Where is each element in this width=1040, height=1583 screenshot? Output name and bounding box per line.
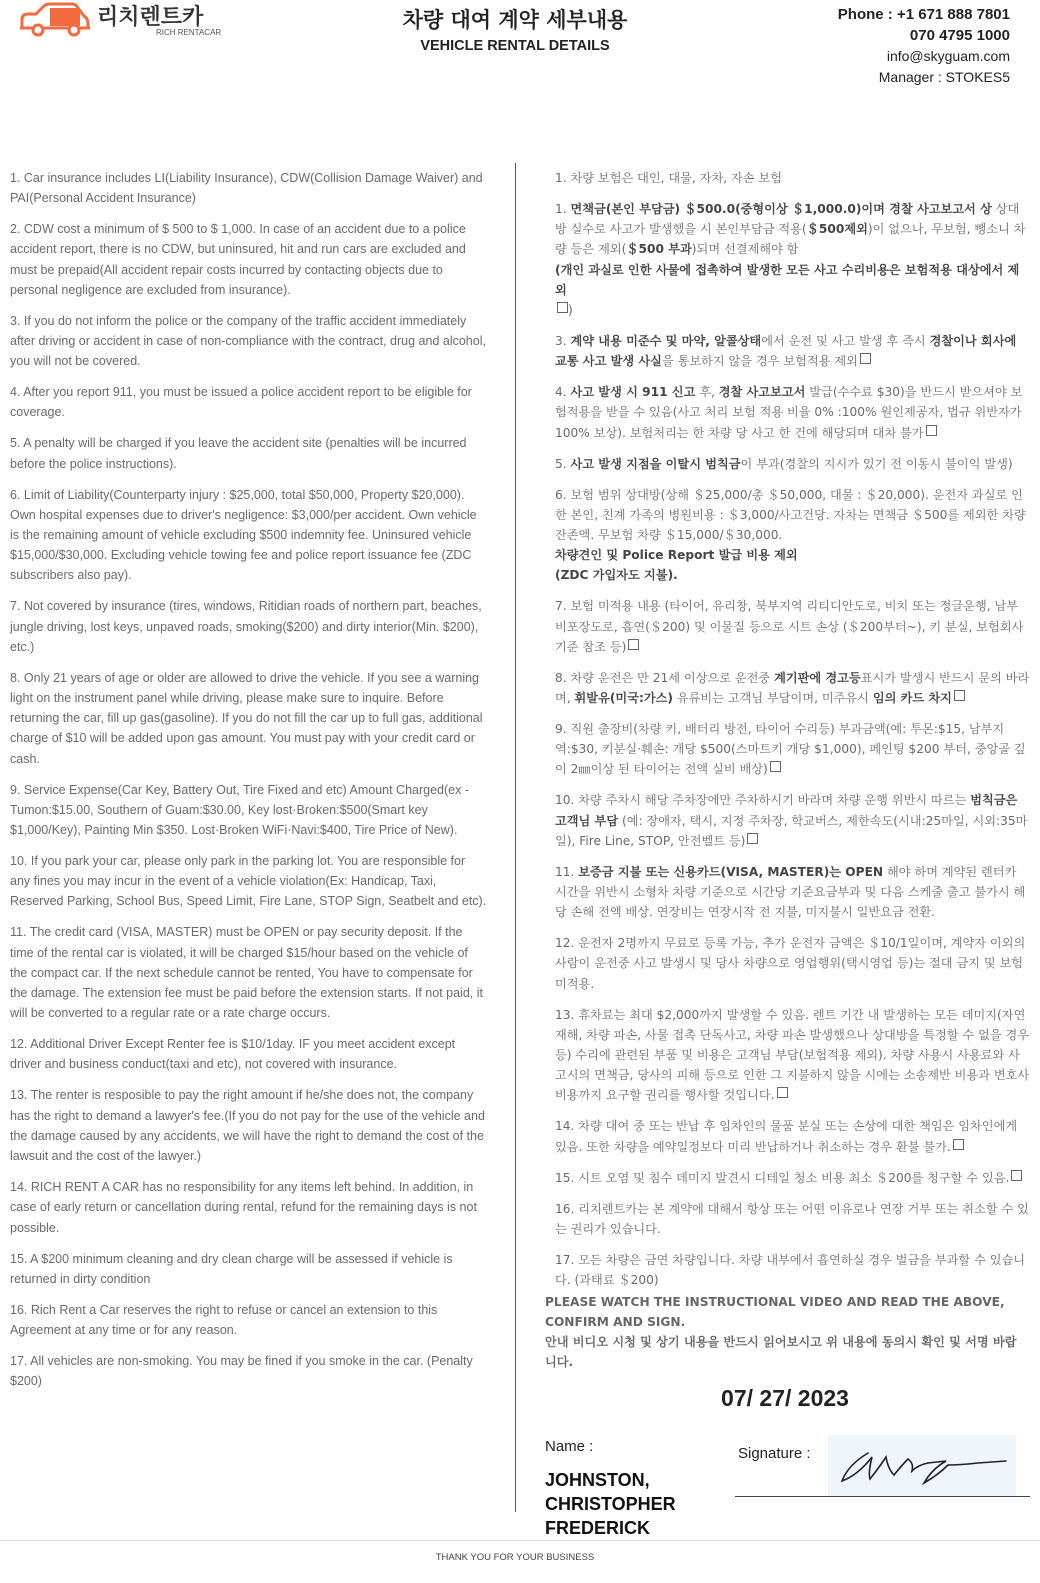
- term-ko-17: 17. 모든 차량은 금연 차량입니다. 차량 내부에서 흡연하실 경우 벌금을 부과할 수 있습니다. (과태료 ＄200): [555, 1252, 1026, 1288]
- name-label: Name :: [545, 1438, 594, 1455]
- renter-name: JOHNSTON, CHRISTOPHER FREDERICK: [545, 1470, 676, 1538]
- term-en-2: 2. CDW cost a minimum of $ 500 to $ 1,000. In case of an accident due to a police accident report, there is no CDW, but uninsured, hit and run cars are excluded and must be prepaid(All accident repair costs incurred by contacting objects due to personal negligence are excluded from insurance).: [10, 222, 466, 297]
- term-en-17: 17. All vehicles are non-smoking. You may be fined if you smoke in the car. (Penalty $200): [10, 1353, 473, 1389]
- term-en-7: 7. Not covered by insurance (tires, windows, Ritidian roads of northern part, beaches, jungle driving, lost keys, unpaved roads, smoking($200) and dirty interior(Min. $200), etc.): [10, 599, 482, 654]
- signing-date: 07/ 27/ 2023: [721, 1385, 849, 1411]
- phone-secondary: 070 4795 1000: [909, 27, 1010, 44]
- column-divider: [515, 163, 516, 1512]
- terms-korean: [555, 168, 1031, 1301]
- term-en-1: 1. Car insurance includes LI(Liability Insurance), CDW(Collision Damage Waiver) and PAI(Personal Accident Insurance): [10, 171, 483, 206]
- footer-divider: [0, 1540, 1040, 1541]
- agree-checkbox-4[interactable]: [926, 425, 937, 436]
- agree-checkbox-9[interactable]: [770, 761, 781, 772]
- term-en-13: 13. The renter is resposible to pay the right amount if he/she does not, the company has the right to demand a lawyer's fee.(If you do not pay for the use of the vehicle and the damage caused by any accidents, we will have the right to demand the cost of the lawsuit and the cost of the lawyer.): [10, 1088, 485, 1164]
- term-ko-2: 1. 면책금(본인 부담금) ＄500.0(중형이상 ＄1,000.0)이며 경찰 사고보고서 상 상대방 실수로 사고가 발생했을 시 본인부담금 적용(＄500제외)이 없으나, 무보험, 뺑소니 차량 등은 제외(＄500 부과)되며 선결제해야 함 (개인 과실로 인한 사물에 접촉하여 발생한 모든 사고 수리비용은 보험적용 대상에서 제외 ): [555, 202, 1026, 318]
- term-en-15: 15. A $200 minimum cleaning and dry clean charge will be assessed if vehicle is returned in dirty condition: [10, 1251, 453, 1286]
- term-ko-4: 4. 사고 발생 시 911 신고 후, 경찰 사고보고서 발급(수수료 $30)을 반드시 받으셔야 보험적용을 받을 수 있음(사고 처리 보험 적용 비율 0% :100% 원인제공자, 법규 위반자가 100% 보상). 보험처리는 한 차량 당 사고 한 건에 해당되며 대차 불가: [555, 385, 1023, 440]
- confirmation-notice: [545, 1292, 1025, 1372]
- terms-english: [10, 168, 488, 1402]
- term-en-12: 12. Additional Driver Except Renter fee is $10/1day. IF you meet accident except driver and business conduct(taxi and etc), not covered with insurance.: [10, 1037, 456, 1072]
- term-ko-9: 9. 직원 출장비(차량 키, 배터리 방전, 타이어 수리등) 부과금액(예: 투몬:$15, 남부지역:$30, 키분실·훼손: 개당 $500(스마트키 개당 $1,000), 페인팅 $200 부터, 중앙골 깊이 2㎜이상 된 타이어는 전액 실비 배상): [555, 722, 1026, 777]
- notice-ko: 안내 비디오 시청 및 상기 내용을 반드시 읽어보시고 위 내용에 동의시 확인 및 서명 바랍니다.: [545, 1335, 1017, 1369]
- term-en-8: 8. Only 21 years of age or older are allowed to drive the vehicle. If you see a warning light on the instrument panel while driving, please make sure to inquire. Before returning the car, fill up gas(gasoline). If you do not fill the car up to full gas, additional charge of $10 will be added upon gas amount. You must pay with your credit card or cash.: [10, 670, 483, 766]
- footer-text: THANK YOU FOR YOUR BUSINESS: [435, 1552, 595, 1563]
- signature-image: [828, 1435, 1016, 1497]
- signature-line: [735, 1496, 1030, 1497]
- term-ko-13: 13. 휴차료는 최대 $2,000까지 발생할 수 있음. 렌트 기간 내 발생하는 모든 데미지(자연재해, 차량 파손, 사물 접촉 단독사고, 차량 파손 발생했으나 상대방을 특정할 수 없을 경우 등) 수리에 관련된 부품 및 비용은 고객님 부담(보험적용 제외). 차량 사용시 사용료와 사고시의 면책금, 당사의 피해 등으로 인한 그 지불하지 않을 시에는 소송제반 비용과 변호사 비용까지 요구할 권리를 행사할 것입니다.: [555, 1007, 1030, 1103]
- agree-checkbox-15[interactable]: [1011, 1170, 1022, 1181]
- term-ko-16: 16. 리치렌트카는 본 계약에 대해서 항상 또는 어떤 이유로나 연장 거부 또는 취소할 수 있는 권리가 있습니다.: [555, 1201, 1029, 1236]
- agree-checkbox-8[interactable]: [954, 690, 965, 701]
- signature-pad[interactable]: [828, 1435, 1016, 1497]
- document-title-ko: 차량 대여 계약 세부내용: [402, 8, 628, 32]
- term-ko-15: 15. 시트 오염 및 침수 데미지 발견시 디테일 청소 비용 최소 ＄200를 청구할 수 있음.: [555, 1168, 1031, 1188]
- term-en-10: 10. If you park your car, please only park in the parking lot. You are responsible for any fines you may incur in the event of a vehicle violation(Ex: Handicap, Taxi, Reserved Parking, School Bus, Speed Limit, Fire Lane, STOP Sign, Seatbelt and etc).: [10, 854, 487, 909]
- term-ko-8: 8. 차량 운전은 만 21세 이상으로 운전중 계기판에 경고등표시가 발생시 반드시 문의 바라며, 휘발유(미국:가스) 유류비는 고객님 부담이며, 미주유시 임의 카드 차지: [555, 670, 1030, 706]
- term-en-14: 14. RICH RENT A CAR has no responsibility for any items left behind. In addition, in case of early return or cancellation during rental, refund for the remaining days is not possible.: [10, 1180, 477, 1235]
- term-en-3: 3. If you do not inform the police or the company of the traffic accident immediately after driving or accident in case of non-compliance with the contract, drug and alcohol, you will not be covered.: [10, 313, 486, 369]
- term-ko-11: 11. 보증금 지불 또는 신용카드(VISA, MASTER)는 OPEN 해야 하며 계약된 렌터카 시간을 위반시 소형차 차량 기준으로 시간당 기준요금부과 및 다음 스케줄 출고 불가시 해당 손해 전액 배상. 연장비는 연장시작 전 지불, 미지불시 일반요금 전환.: [555, 864, 1026, 920]
- term-ko-1: 1. 차량 보험은 대인, 대물, 자차, 자손 보험: [555, 171, 782, 185]
- email: info@skyguam.com: [886, 48, 1010, 64]
- term-en-11: 11. The credit card (VISA, MASTER) must be OPEN or pay security deposit. If the time of the rental car is violated, it will be charged $15/hour based on the vehicle of the compact car. If the next schedule cannot be rented, You have to compensate for the damage. The extension fee must be paid before the extension starts. If not paid, it will be converted to a regular rate or a rate charge occurs.: [10, 925, 483, 1021]
- logo-text-en: RICH RENTACAR: [156, 28, 222, 37]
- term-en-9: 9. Service Expense(Car Key, Battery Out, Tire Fixed and etc) Amount Charged(ex - Tumon:$15.00, Southern of Guam:$30.00, Key lost·Broken:$500(Smart key $1,000/Key), Painting Min $350. Lost·Broken WiFi·Navi:$400, Tire Price of New).: [10, 782, 469, 838]
- agree-checkbox-10[interactable]: [747, 833, 758, 844]
- term-ko-12: 12. 운전자 2명까지 무료로 등록 가능, 추가 운전자 금액은 ＄10/1일이며, 계약자 이외의 사람이 운전중 사고 발생시 및 당사 차량으로 영업행위(택시영업 등)는 절대 금지 및 보험 미적용.: [555, 936, 1026, 991]
- phone: Phone : +1 671 888 7801: [837, 6, 1010, 23]
- manager: Manager : STOKES5: [878, 69, 1010, 85]
- document-title-en: VEHICLE RENTAL DETAILS: [420, 38, 610, 54]
- contact-block: [710, 4, 1010, 88]
- agree-checkbox-14[interactable]: [953, 1139, 964, 1150]
- agree-checkbox-2[interactable]: [557, 302, 568, 313]
- logo-text-ko: 리치렌트카: [97, 5, 204, 30]
- term-ko-7: 7. 보험 미적용 내용 (타이어, 유리창, 북부지역 리티디안도로, 비치 또는 정글운행, 남부 비포장도로, 흡연(＄200) 및 이물질 등으로 시트 손상 (＄200부터~), 키 분실, 보험회사 기준 참조 등): [555, 599, 1024, 654]
- term-ko-6: 6. 보험 범위 상대방(상해 ＄25,000/총 ＄50,000, 대물 : ＄20,000). 운전자 과실로 인한 본인, 친계 가족의 병원비용 : ＄3,000/사고건당. 자차는 면책금 ＄500를 제외한 차량 잔존액. 무보험 차량 ＄15,000/＄30,000. 차량견인 및 Police Report 발급 비용 제외 (ZDC 가입자도 지불).: [555, 487, 1026, 583]
- signature-label: Signature :: [738, 1445, 811, 1462]
- term-ko-5: 5. 사고 발생 지점을 이탈시 범칙금이 부과(경찰의 지시가 있기 전 이동시 불이익 발생): [555, 456, 1013, 471]
- agree-checkbox-3[interactable]: [860, 353, 871, 364]
- company-logo: [18, 0, 228, 40]
- agree-checkbox-13[interactable]: [777, 1087, 788, 1098]
- term-ko-14: 14. 차량 대여 중 또는 반납 후 임차인의 물품 분실 또는 손상에 대한 책임은 임차인에게 있음. 또한 차량을 예약일정보다 미리 반납하거나 취소하는 경우 환불 불가.: [555, 1119, 1018, 1154]
- term-en-6: 6. Limit of Liability(Counterparty injury : $25,000, total $50,000, Property $20,000). Own hospital expenses due to driver's negligence: $3,000/per accident. Own vehicle is the remaining amount of vehicle excluding $500 indemnity fee. Uninsured vehicle $15,000/$30,000. Excluding vehicle towing fee and police report issuance fee (ZDC subscribers also pay).: [10, 487, 477, 583]
- term-en-4: 4. After you report 911, you must be issued a police accident report to be eligible for coverage.: [10, 385, 472, 420]
- agree-checkbox-7[interactable]: [628, 639, 639, 650]
- term-ko-3: 3. 계약 내용 미준수 및 마약, 알콜상태에서 운전 및 사고 발생 후 즉시 경찰이나 회사에 교통 사고 발생 사실을 통보하지 않을 경우 보험적용 제외: [555, 334, 1017, 369]
- term-ko-10: 10. 차량 주차시 해당 주차장에만 주차하시기 바라며 차량 운행 위반시 따르는 범칙금은 고객님 부담 (예: 장애자, 택시, 지정 주차장, 학교버스, 제한속도(시내:25마일, 시외:35마일), Fire Line, STOP, 안전벨트 등): [555, 793, 1028, 848]
- term-en-16: 16. Rich Rent a Car reserves the right to refuse or cancel an extension to this Agreement at any time or for any reason.: [10, 1302, 438, 1337]
- notice-en: PLEASE WATCH THE INSTRUCTIONAL VIDEO AND READ THE ABOVE, CONFIRM AND SIGN.: [545, 1295, 1005, 1329]
- term-en-5: 5. A penalty will be charged if you leave the accident site (penalties will be incurred before the police instructions).: [10, 436, 467, 471]
